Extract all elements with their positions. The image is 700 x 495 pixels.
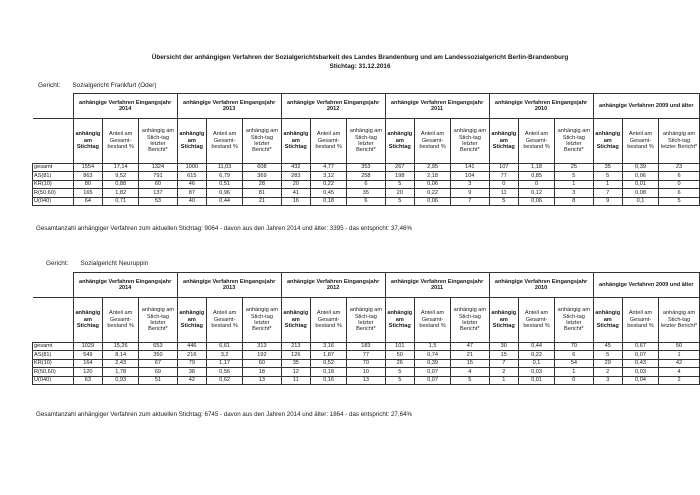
table-cell: 18: [243, 368, 281, 376]
table-cell: 3,12: [311, 172, 347, 180]
table-cell: 0,07: [414, 376, 450, 384]
table-cell: 67: [139, 359, 177, 367]
table-row: [33, 368, 700, 376]
column-subheader-share: Anteil am Gesamt-bestand %: [311, 298, 347, 343]
table-cell: 63: [73, 376, 102, 384]
table-cell: 0,12: [518, 189, 554, 197]
row-label: R(50,60): [33, 189, 74, 197]
table-cell: 5: [451, 376, 489, 384]
row-label: KR(10): [33, 180, 74, 188]
table-cell: 0,62: [207, 376, 243, 384]
sub-header-row: [33, 119, 700, 164]
table-cell: 2: [659, 376, 700, 384]
table-cell: 653: [139, 343, 177, 351]
table-cell: 46: [177, 180, 206, 188]
table-cell: 0,04: [622, 376, 658, 384]
table-cell: 0,01: [518, 376, 554, 384]
table-cell: 0,96: [207, 189, 243, 197]
table-cell: 2,43: [103, 359, 139, 367]
table-cell: 7: [451, 197, 489, 205]
table-cell: 29: [593, 359, 622, 367]
table-cell: 258: [347, 172, 385, 180]
table-cell: 4: [659, 368, 700, 376]
table-cell: 267: [385, 164, 414, 172]
row-label: AS(81): [33, 351, 74, 359]
column-group-header: anhängige Verfahren Eingangsjahr 2012: [281, 273, 385, 298]
table-cell: 141: [451, 164, 489, 172]
table-row: [33, 189, 700, 197]
header-blank-cell: [33, 298, 74, 343]
table-cell: 0,45: [311, 189, 347, 197]
column-subheader-prev: anhängig am Stich-tag letzter Bericht*: [555, 298, 593, 343]
column-subheader-prev: anhängig am Stich-tag letzter Bericht*: [659, 119, 700, 164]
table-cell: 60: [139, 180, 177, 188]
table-cell: 11: [281, 376, 310, 384]
table-cell: 0,71: [103, 197, 139, 205]
table-cell: 0,22: [518, 351, 554, 359]
table-cell: 38: [177, 368, 206, 376]
row-label: U(040): [33, 197, 74, 205]
table-cell: 216: [177, 351, 206, 359]
table-cell: 137: [139, 189, 177, 197]
column-subheader-count: anhängig am Stichtag: [593, 119, 622, 164]
summary-line: Gesamtanzahl anhängiger Verfahren zum aktuellen Stichtag: 6745 - davon aus den Jahren 2014 und älter: 1864 - das entspricht: 27,64%: [36, 411, 412, 418]
table-cell: 1554: [73, 164, 102, 172]
table-cell: 10: [347, 368, 385, 376]
table-cell: 0,01: [622, 180, 658, 188]
table-cell: 35: [347, 189, 385, 197]
table-cell: 13: [347, 376, 385, 384]
table-cell: 0,39: [414, 359, 450, 367]
table-cell: 1,5: [414, 343, 450, 351]
column-subheader-count: anhängig am Stichtag: [489, 119, 518, 164]
table-cell: 28: [243, 180, 281, 188]
table-cell: 9: [593, 197, 622, 205]
table-cell: 353: [347, 164, 385, 172]
table-cell: 9,52: [103, 172, 139, 180]
table-cell: 21: [243, 197, 281, 205]
column-subheader-prev: anhängig am Stich-tag letzter Bericht*: [347, 119, 385, 164]
column-group-header: anhängige Verfahren Eingangsjahr 2011: [385, 273, 489, 298]
table-row: [33, 197, 700, 205]
title-line-2: Stichtag: 31.12.2016: [329, 63, 391, 70]
table-cell: 17,14: [103, 164, 139, 172]
court-label: Gericht:: [46, 260, 69, 267]
table-cell: 9: [451, 189, 489, 197]
header-blank-cell: [33, 119, 74, 164]
table-cell: 549: [73, 351, 102, 359]
column-group-header: anhängige Verfahren Eingangsjahr 2014: [73, 273, 177, 298]
table-cell: 26: [385, 359, 414, 367]
table-cell: 0,74: [414, 351, 450, 359]
table-cell: 0,07: [414, 368, 450, 376]
table-cell: 80: [73, 180, 102, 188]
table-cell: 6: [555, 351, 593, 359]
table-cell: 35: [281, 359, 310, 367]
column-subheader-count: anhängig am Stichtag: [73, 119, 102, 164]
table-cell: 213: [281, 343, 310, 351]
column-subheader-share: Anteil am Gesamt-bestand %: [622, 298, 658, 343]
table-cell: 1,17: [207, 359, 243, 367]
group-header-row: [33, 94, 700, 119]
column-subheader-count: anhängig am Stichtag: [73, 298, 102, 343]
table-cell: 0,03: [622, 368, 658, 376]
row-label: gesamt: [33, 164, 74, 172]
table-cell: 164: [73, 359, 102, 367]
row-label: AS(81): [33, 172, 74, 180]
table-cell: 5: [385, 180, 414, 188]
table-cell: 1: [555, 180, 593, 188]
table-cell: 42: [659, 359, 700, 367]
column-group-header: anhängige Verfahren 2009 und älter: [593, 273, 699, 298]
document-title: [120, 53, 600, 71]
court-heading: [38, 82, 157, 89]
table-cell: 77: [347, 351, 385, 359]
summary-line: Gesamtanzahl anhängiger Verfahren zum aktuellen Stichtag: 9064 - davon aus den Jahren 2014 und älter: 3395 - das entspricht: 37,46%: [36, 225, 412, 232]
table-cell: 0: [659, 180, 700, 188]
table-cell: 0,06: [414, 180, 450, 188]
table-cell: 1,82: [103, 189, 139, 197]
header-blank-cell: [33, 94, 74, 119]
table-cell: 126: [281, 351, 310, 359]
column-subheader-prev: anhängig am Stich-tag letzter Bericht*: [243, 119, 281, 164]
table-cell: 3,2: [207, 351, 243, 359]
table-cell: 6,79: [207, 172, 243, 180]
table-cell: 16: [281, 197, 310, 205]
column-subheader-prev: anhängig am Stich-tag letzter Bericht*: [555, 119, 593, 164]
table-row: [33, 343, 700, 351]
table-cell: 2,95: [414, 164, 450, 172]
table-cell: 1,87: [311, 351, 347, 359]
table-cell: 4: [451, 368, 489, 376]
table-row: [33, 359, 700, 367]
column-subheader-count: anhängig am Stichtag: [177, 298, 206, 343]
table-cell: 70: [347, 359, 385, 367]
column-subheader-prev: anhängig am Stich-tag letzter Bericht*: [243, 298, 281, 343]
table-cell: 615: [177, 172, 206, 180]
table-cell: 0,39: [622, 164, 658, 172]
table-cell: 791: [139, 172, 177, 180]
table-cell: 6: [347, 180, 385, 188]
table-cell: 47: [451, 343, 489, 351]
table-cell: 283: [281, 172, 310, 180]
column-subheader-share: Anteil am Gesamt-bestand %: [207, 298, 243, 343]
table-row: [33, 180, 700, 188]
table-cell: 25: [555, 164, 593, 172]
column-group-header: anhängige Verfahren 2009 und älter: [593, 94, 699, 119]
row-label: U(040): [33, 376, 74, 384]
table-cell: 101: [385, 343, 414, 351]
table-cell: 6,61: [207, 343, 243, 351]
sub-header-row: [33, 298, 700, 343]
column-subheader-count: anhängig am Stichtag: [489, 298, 518, 343]
court-label: Gericht:: [38, 82, 61, 89]
table-cell: 87: [177, 189, 206, 197]
column-group-header: anhängige Verfahren Eingangsjahr 2013: [177, 273, 281, 298]
table-cell: 0,85: [518, 172, 554, 180]
court-name: Sozialgericht Neuruppin: [80, 260, 149, 267]
table-cell: 432: [281, 164, 310, 172]
table-cell: 0,93: [103, 376, 139, 384]
table-cell: 0,1: [518, 359, 554, 367]
table-cell: 8,14: [103, 351, 139, 359]
table-cell: 0: [518, 180, 554, 188]
table-cell: 13: [243, 376, 281, 384]
column-subheader-share: Anteil am Gesamt-bestand %: [103, 298, 139, 343]
column-group-header: anhängige Verfahren Eingangsjahr 2010: [489, 94, 593, 119]
table-cell: 0: [489, 180, 518, 188]
table-cell: 20: [385, 189, 414, 197]
column-subheader-count: anhängig am Stichtag: [593, 298, 622, 343]
table-cell: 0,56: [207, 368, 243, 376]
table-cell: 1,18: [518, 164, 554, 172]
table-cell: 77: [489, 172, 518, 180]
table-cell: 2: [593, 368, 622, 376]
table-cell: 3,16: [311, 343, 347, 351]
table-cell: 6: [659, 172, 700, 180]
table-cell: 165: [73, 189, 102, 197]
table-cell: 5: [385, 197, 414, 205]
table-cell: 0,22: [311, 180, 347, 188]
table-cell: 0,52: [311, 359, 347, 367]
table-cell: 45: [593, 343, 622, 351]
table-cell: 7: [489, 359, 518, 367]
table-cell: 0,06: [622, 172, 658, 180]
group-header-row: [33, 273, 700, 298]
table-cell: 0,44: [518, 343, 554, 351]
column-subheader-share: Anteil am Gesamt-bestand %: [622, 119, 658, 164]
table-cell: 0,22: [414, 189, 450, 197]
column-subheader-count: anhängig am Stichtag: [281, 119, 310, 164]
table-cell: 446: [177, 343, 206, 351]
table-cell: 0,18: [311, 368, 347, 376]
table-cell: 69: [139, 368, 177, 376]
table-row: [33, 172, 700, 180]
table-cell: 15: [451, 359, 489, 367]
table-cell: 608: [243, 164, 281, 172]
pending-cases-table: [32, 93, 700, 206]
table-cell: 70: [555, 343, 593, 351]
table-cell: 23: [659, 164, 700, 172]
column-subheader-share: Anteil am Gesamt-bestand %: [518, 119, 554, 164]
table-cell: 1324: [139, 164, 177, 172]
table-cell: 20: [281, 180, 310, 188]
court-heading: [46, 260, 148, 267]
table-cell: 50: [659, 343, 700, 351]
table-row: [33, 351, 700, 359]
table-cell: 51: [139, 376, 177, 384]
table-cell: 3: [555, 189, 593, 197]
table-cell: 863: [73, 172, 102, 180]
row-label: R(50,60): [33, 368, 74, 376]
table-cell: 0,06: [518, 197, 554, 205]
table-cell: 15,26: [103, 343, 139, 351]
table-cell: 107: [489, 164, 518, 172]
table-cell: 41: [281, 189, 310, 197]
table-cell: 1: [555, 368, 593, 376]
table-cell: 0,1: [622, 197, 658, 205]
table-cell: 5: [593, 172, 622, 180]
table-cell: 4,77: [311, 164, 347, 172]
table-cell: 0,08: [622, 189, 658, 197]
table-cell: 0,51: [207, 180, 243, 188]
table-cell: 120: [73, 368, 102, 376]
column-subheader-prev: anhängig am Stich-tag letzter Bericht*: [139, 119, 177, 164]
table-cell: 11,03: [207, 164, 243, 172]
table-cell: 5: [593, 351, 622, 359]
table-cell: 42: [177, 376, 206, 384]
table-cell: 5: [385, 368, 414, 376]
column-group-header: anhängige Verfahren Eingangsjahr 2013: [177, 94, 281, 119]
row-label: gesamt: [33, 343, 74, 351]
table-cell: 1: [659, 351, 700, 359]
column-subheader-share: Anteil am Gesamt-bestand %: [311, 119, 347, 164]
column-group-header: anhängige Verfahren Eingangsjahr 2011: [385, 94, 489, 119]
column-subheader-count: anhängig am Stichtag: [385, 298, 414, 343]
table-cell: 183: [347, 343, 385, 351]
row-label: KR(10): [33, 359, 74, 367]
table-cell: 1029: [73, 343, 102, 351]
court-name: Sozialgericht Frankfurt (Oder): [72, 82, 157, 89]
table-cell: 1000: [177, 164, 206, 172]
table-cell: 40: [177, 197, 206, 205]
table-cell: 8: [555, 197, 593, 205]
table-cell: 0,03: [518, 368, 554, 376]
table-cell: 5: [385, 376, 414, 384]
table-cell: 81: [243, 189, 281, 197]
table-cell: 64: [73, 197, 102, 205]
column-group-header: anhängige Verfahren Eingangsjahr 2014: [73, 94, 177, 119]
table-cell: 3: [593, 376, 622, 384]
table-cell: 0,67: [622, 343, 658, 351]
table-cell: 21: [451, 351, 489, 359]
table-cell: 2: [489, 368, 518, 376]
column-subheader-prev: anhängig am Stich-tag letzter Bericht*: [347, 298, 385, 343]
table-cell: 350: [139, 351, 177, 359]
table-cell: 0,43: [622, 359, 658, 367]
header-blank-cell: [33, 273, 74, 298]
column-subheader-share: Anteil am Gesamt-bestand %: [207, 119, 243, 164]
column-subheader-share: Anteil am Gesamt-bestand %: [103, 119, 139, 164]
column-subheader-prev: anhängig am Stich-tag letzter Bericht*: [451, 119, 489, 164]
table-cell: 104: [451, 172, 489, 180]
column-subheader-share: Anteil am Gesamt-bestand %: [414, 298, 450, 343]
table-cell: 1: [489, 376, 518, 384]
table-cell: 0,16: [311, 376, 347, 384]
table-cell: 198: [385, 172, 414, 180]
column-subheader-prev: anhängig am Stich-tag letzter Bericht*: [451, 298, 489, 343]
table-cell: 0,18: [311, 197, 347, 205]
table-cell: 3: [451, 180, 489, 188]
table-cell: 6: [659, 189, 700, 197]
table-cell: 7: [593, 189, 622, 197]
table-cell: 192: [243, 351, 281, 359]
table-cell: 30: [489, 343, 518, 351]
table-cell: 5: [555, 172, 593, 180]
column-subheader-count: anhängig am Stichtag: [177, 119, 206, 164]
table-cell: 313: [243, 343, 281, 351]
table-cell: 369: [243, 172, 281, 180]
column-group-header: anhängige Verfahren Eingangsjahr 2010: [489, 273, 593, 298]
column-subheader-share: Anteil am Gesamt-bestand %: [518, 298, 554, 343]
column-subheader-count: anhängig am Stichtag: [281, 298, 310, 343]
table-cell: 54: [555, 359, 593, 367]
table-cell: 11: [489, 189, 518, 197]
table-cell: 12: [281, 368, 310, 376]
table-row: [33, 376, 700, 384]
table-cell: 6: [347, 197, 385, 205]
table-cell: 50: [385, 351, 414, 359]
column-group-header: anhängige Verfahren Eingangsjahr 2012: [281, 94, 385, 119]
column-subheader-count: anhängig am Stichtag: [385, 119, 414, 164]
table-cell: 1,78: [103, 368, 139, 376]
column-subheader-prev: anhängig am Stich-tag letzter Bericht*: [659, 298, 700, 343]
table-cell: 0: [555, 376, 593, 384]
table-cell: 5: [659, 197, 700, 205]
table-cell: 15: [489, 351, 518, 359]
table-cell: 53: [139, 197, 177, 205]
column-subheader-prev: anhängig am Stich-tag letzter Bericht*: [139, 298, 177, 343]
table-cell: 79: [177, 359, 206, 367]
column-subheader-share: Anteil am Gesamt-bestand %: [414, 119, 450, 164]
table-cell: 35: [593, 164, 622, 172]
table-cell: 5: [489, 197, 518, 205]
pending-cases-table: [32, 272, 700, 385]
table-cell: 0,07: [622, 351, 658, 359]
table-cell: 0,44: [207, 197, 243, 205]
table-row: [33, 164, 700, 172]
title-line-1: Übersicht der anhängigen Verfahren der Sozialgerichtsbarkeit des Landes Brandenburg und am Landessozialgericht Berlin-Brandenburg: [151, 54, 569, 61]
table-cell: 0,06: [414, 197, 450, 205]
table-cell: 1: [593, 180, 622, 188]
table-cell: 0,88: [103, 180, 139, 188]
table-cell: 2,18: [414, 172, 450, 180]
table-cell: 60: [243, 359, 281, 367]
